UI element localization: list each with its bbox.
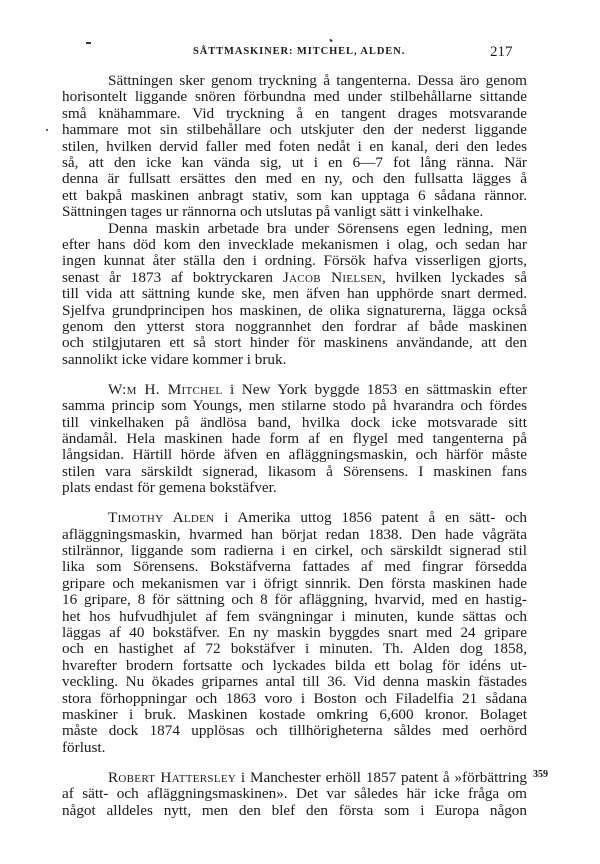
text-run: plats endast för gemena bokstäfver.	[62, 479, 277, 497]
text-run: stilen vara särskildt signerad, likasom å Sörensens. I maskinen fans	[62, 462, 527, 480]
text-line	[62, 285, 527, 302]
text-run: läggas af 40 bokstäfver. En ny maskin byggdes snart med 24 gripare	[62, 624, 527, 641]
text-line	[62, 657, 527, 674]
small-caps-name: W:m H. Mitchel	[108, 380, 223, 398]
text-run: samma princip som Youngs, men stilarne stodo på hvarandra och fördes	[62, 397, 527, 415]
text-line	[62, 430, 527, 447]
text-line	[62, 236, 527, 253]
text-line	[62, 105, 527, 122]
text-run: hvarefter brodern fortsatte och lyckades bilda ett bolag för idéns ut-	[62, 656, 527, 674]
text-line	[62, 785, 527, 802]
text-run: het hos hufvudhjulet af fem svängningar i minuten, kunde sättas och	[62, 607, 527, 625]
text-run: lika som Sörensens. Bokstäfverna fattades af med fingrar försedda	[62, 558, 527, 576]
text-line	[62, 397, 527, 414]
text-line	[62, 640, 527, 657]
text-line	[108, 769, 527, 786]
text-run: veckling. Nu ökades griparnes antal till 36. Vid denna maskin fästades	[62, 673, 527, 691]
text-line	[62, 121, 527, 138]
text-run: denna är fullsatt ersättes den med en ny, och den fullsatta lägges å	[62, 170, 527, 188]
running-head: SÅTTMASKINER: MITCHEL, ALDEN.	[193, 46, 406, 57]
text-line	[62, 446, 527, 463]
text-line	[62, 269, 527, 286]
text-line	[108, 220, 527, 237]
text-run: i Amerika uttog 1856 patent å en sätt- och	[214, 509, 527, 527]
scan-speck	[329, 39, 332, 43]
small-caps-name: Robert Hattersley	[108, 768, 237, 786]
text-line	[62, 154, 527, 171]
text-line	[62, 624, 527, 641]
text-line	[62, 351, 527, 368]
text-run: 16 gripare, 8 för sättning och 8 för afläggning, hvarvid, med en hastig-	[62, 591, 527, 609]
text-line	[108, 72, 527, 89]
text-run: gripare och mekanismen var i öfrigt sinnrik. Den första maskinen hade	[62, 574, 527, 592]
text-run: sannolikt icke vidare kommer i bruk.	[62, 350, 287, 368]
text-run: stilen, hvilken dervid faller med foten nedåt i en kanal, deri den ledes	[62, 137, 527, 155]
text-line	[62, 463, 527, 480]
text-run: till vida att sättning kunde ske, men äfven han upphörde snart dermed.	[62, 285, 527, 303]
text-line	[62, 673, 527, 690]
text-run: och en hastighet af 72 bokstäfver i minuten. Th. Alden dog 1858,	[62, 640, 527, 658]
text-line	[62, 170, 527, 187]
text-run: , hvilken lyckades så	[382, 268, 527, 286]
small-caps-name: Jacob Nielsen	[282, 268, 383, 286]
text-run: afläggningsmaskin, hvarmed han börjat redan 1838. Den hade vågräta	[62, 525, 527, 543]
text-line	[62, 414, 527, 431]
small-caps-name: Timothy Alden	[108, 509, 215, 527]
text-run: horisontelt liggande snören förbundna med under stilbehållarne sittande	[62, 88, 527, 106]
text-run: senast år 1873 af boktryckaren	[62, 268, 283, 286]
text-run: Sättningen tages ur rännorna och utslutas på vanligt sätt i vinkelhake.	[62, 203, 484, 221]
text-line	[108, 509, 527, 526]
text-line	[62, 187, 527, 204]
text-run: i Manchester erhöll 1857 patent å »förbättring	[236, 768, 527, 786]
text-run: ändamål. Hela maskinen hade form af en flygel med tangenterna på	[62, 430, 527, 447]
text-line	[62, 203, 527, 220]
text-line	[62, 526, 527, 543]
text-line	[62, 479, 527, 496]
text-run: Sjelfva grundprincipen hos maskinen, de olika signaturerna, lägga också	[62, 301, 527, 319]
text-run: så, att den icke kan vända sig, ut i en 6—7 fot lång ränna. När	[62, 154, 527, 171]
text-run: något alldeles nytt, men den blef den första som i Europa någon	[62, 801, 527, 819]
text-run: stilrännor, liggande som radierna i en cirkel, och särskildt signerad stil	[62, 542, 527, 559]
text-line	[62, 334, 527, 351]
text-line	[62, 706, 527, 723]
page-number: 217	[490, 44, 513, 60]
text-line	[62, 575, 527, 592]
text-line	[62, 318, 527, 335]
text-line	[62, 722, 527, 739]
text-line	[62, 302, 527, 319]
margin-note: 359	[533, 769, 548, 780]
text-line	[108, 381, 527, 398]
text-run: ett bakpå maskinen anbragt stativ, som kan upptaga 6 sådana rännor.	[62, 186, 527, 204]
text-run: af sätt- och afläggningsmaskinen». Det var således här icke fråga om	[62, 785, 527, 803]
text-run: förlust.	[62, 738, 106, 756]
text-line	[62, 591, 527, 608]
text-run: ingen kunnat åter ställa den i ordning. Försök hafva visserligen gjorts,	[62, 252, 527, 270]
text-run: Sättningen sker genom tryckning å tangenterna. Dessa äro genom	[108, 72, 527, 89]
text-run: och stilgjutaren ett så stort hinder för maskinens användande, att den	[62, 334, 527, 352]
text-run: långsidan. Härtill hörde äfven en afläggningsmaskin, och härför måste	[62, 446, 527, 464]
text-run: maskiner i bruk. Maskinen kostade omkring 6,600 kronor. Bolaget	[62, 706, 527, 723]
text-line	[62, 558, 527, 575]
text-run: hammare mot sin stilbehållare och utskjuter den der nederst liggande	[62, 121, 527, 139]
text-line	[62, 690, 527, 707]
text-line	[62, 542, 527, 559]
text-line	[62, 802, 527, 819]
scan-speck	[86, 42, 91, 44]
text-run: små knähammare. Vid tryckning å en tangent drages motsvarande	[62, 104, 527, 122]
text-line	[62, 739, 527, 756]
text-run: Denna maskin arbetade bra under Sörensens egen ledning, men	[108, 219, 527, 237]
text-line	[62, 138, 527, 155]
text-run: stora förhoppningar och 1863 voro i Boston och Filadelfia 21 sådana	[62, 689, 527, 707]
text-run: efter hans död kom den invecklade mekanismen i olag, och sedan har	[62, 236, 527, 253]
text-line	[62, 88, 527, 105]
text-run: måste dock 1874 upplösas och tillhörigheterna såldes med oerhörd	[62, 722, 527, 740]
text-line	[62, 252, 527, 269]
text-run: till vinkelhaken på ändlösa band, hvilka dock icke motsvarade sitt	[62, 413, 527, 431]
text-run: genom den ytterst stora noggrannhet den fordrar af både maskinen	[62, 318, 527, 335]
scan-speck	[46, 129, 48, 131]
text-run: i New York byggde 1853 en sättmaskin efter	[222, 380, 527, 398]
text-line	[62, 608, 527, 625]
